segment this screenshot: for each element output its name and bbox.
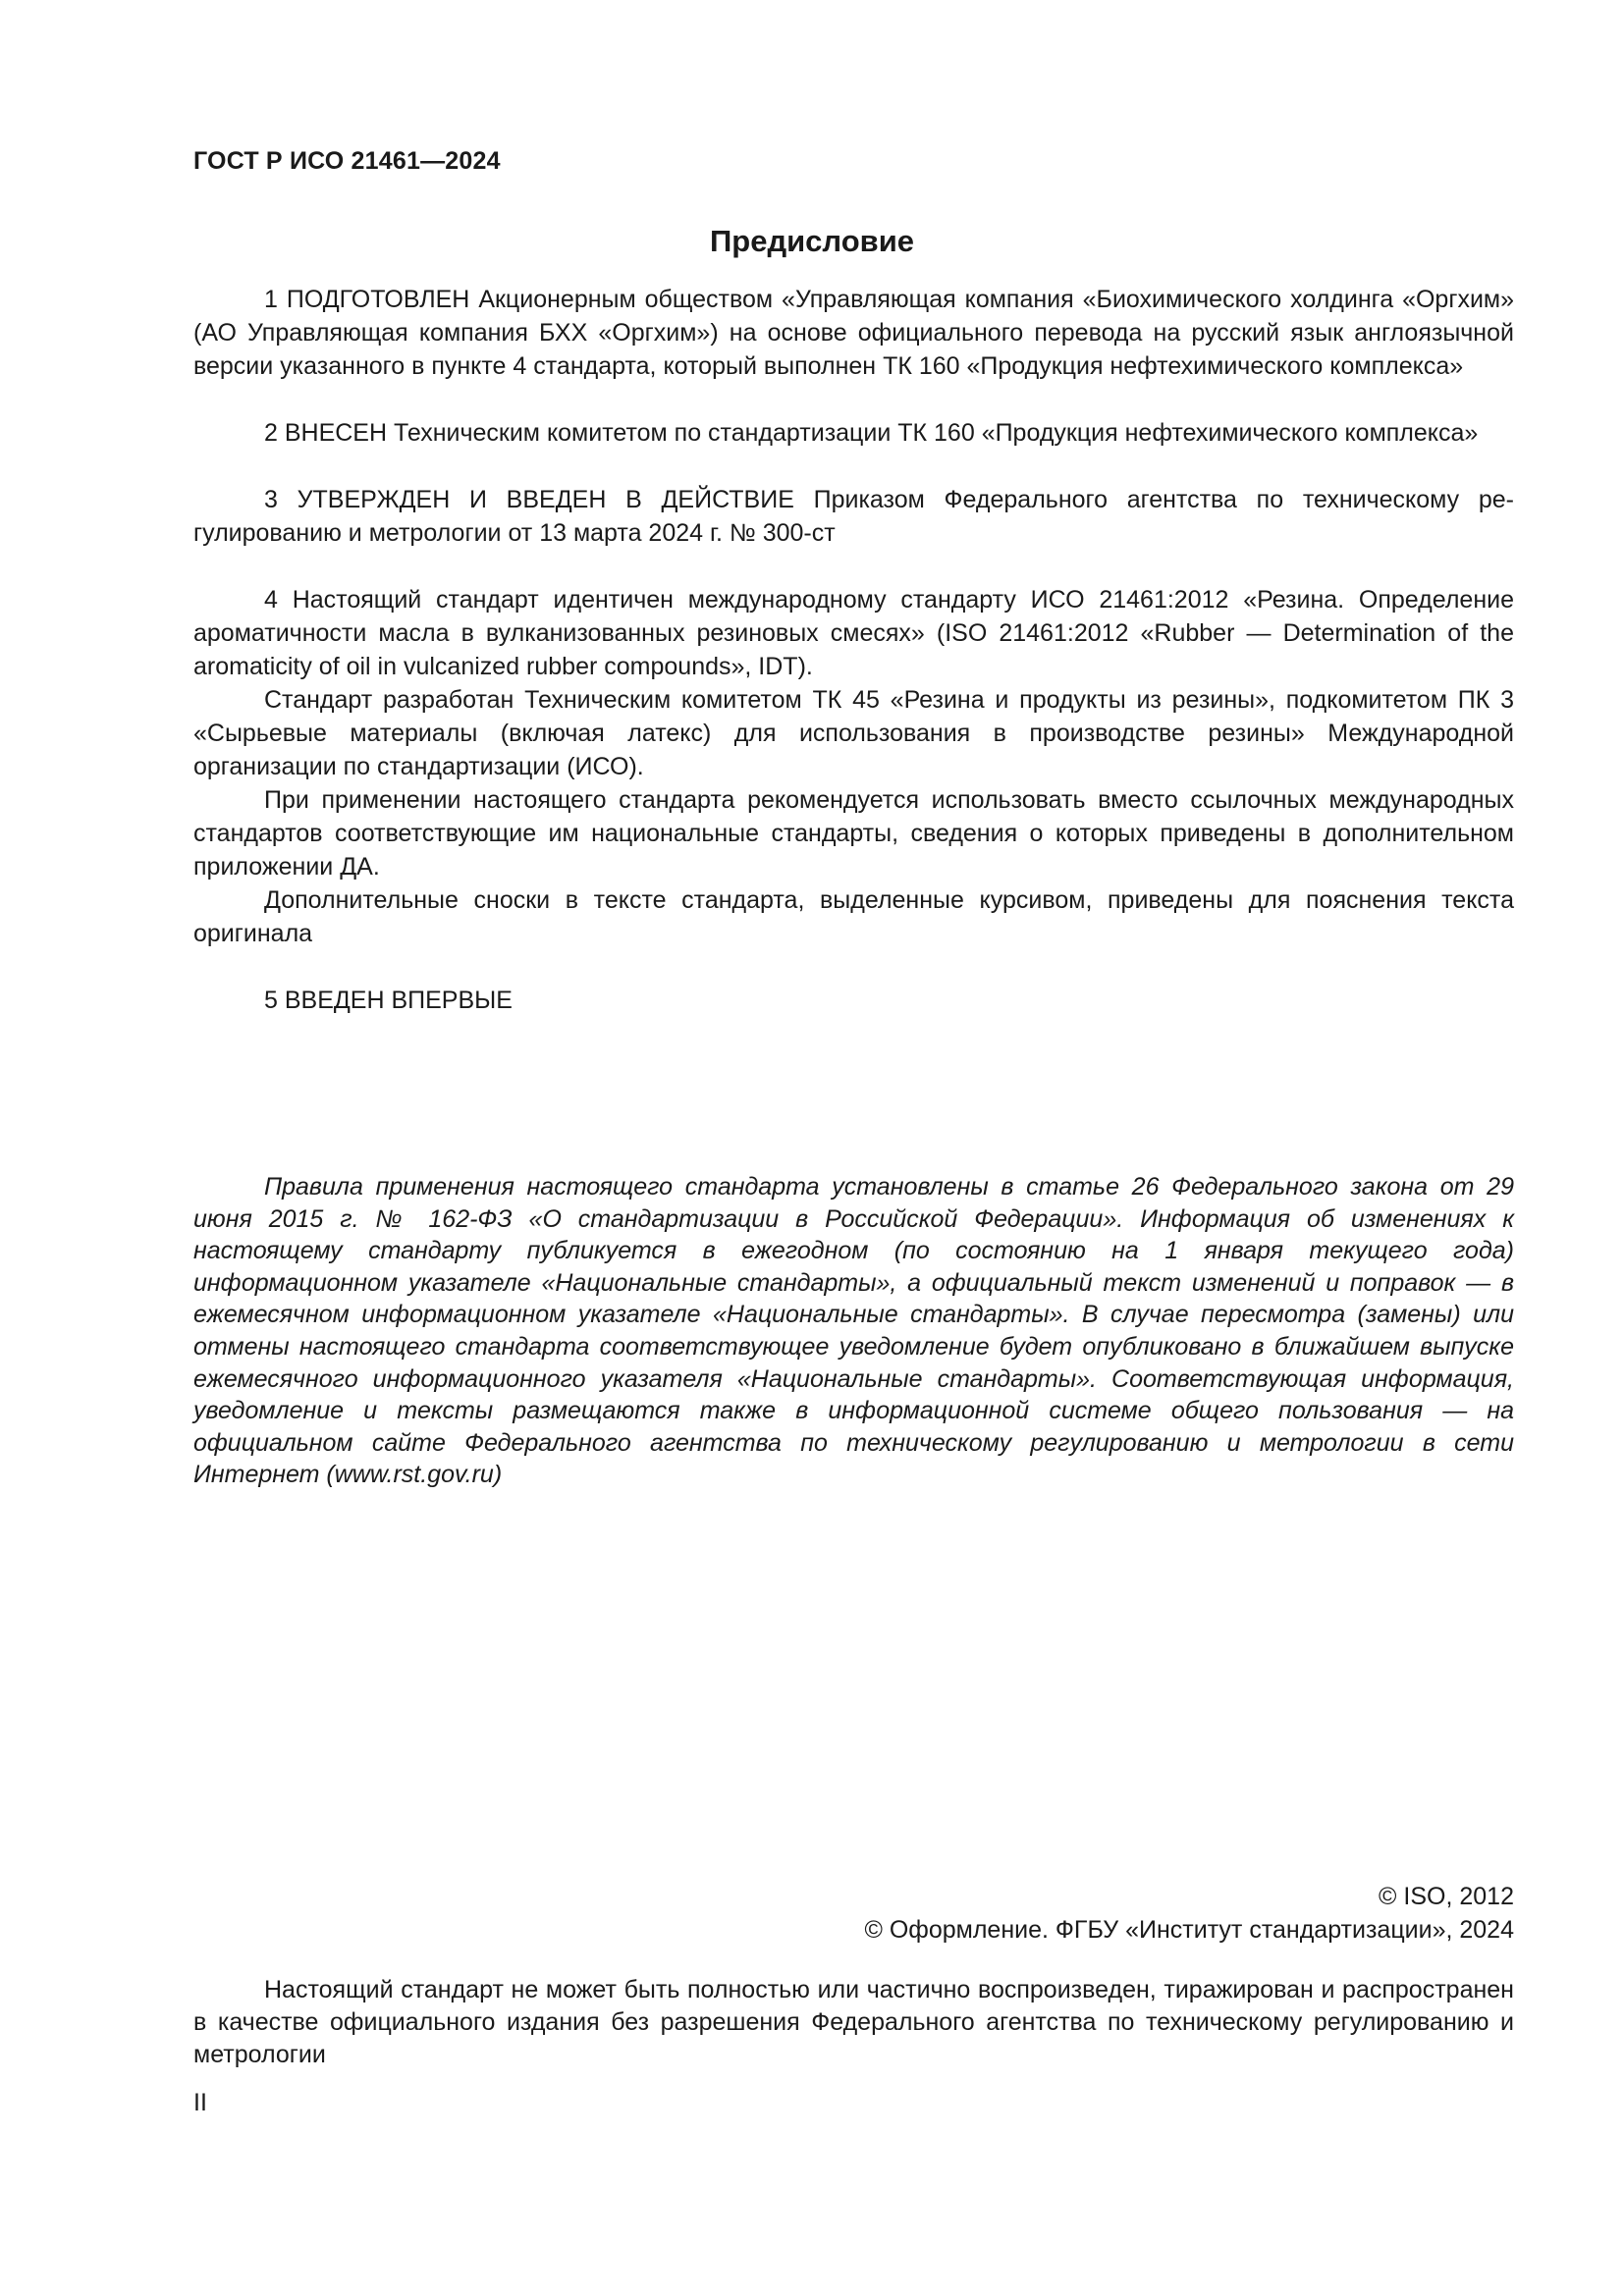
page-number: II	[193, 2089, 207, 2116]
reproduction-paragraph: Настоящий стандарт не может быть полностью или частично воспроизведен, тиражирован и распространен в качестве официального издания без разрешения Федерального агентства по техническому регулированию и метрологии	[193, 1976, 1514, 2068]
section-gap	[193, 550, 1514, 583]
section-2-paragraph: 2 ВНЕСЕН Техническим комитетом по стандартизации ТК 160 «Продукция нефтехимического комплекса»	[264, 419, 1479, 447]
notice-paragraph: Правила применения настоящего стандарта установлены в статье 26 Федерального закона от 29 июня 2015 г. № 162-ФЗ «О стандартизации в Российской Федерации». Информация об изменениях к настоящему стандарту публикуется в ежегодном (по состоянию на 1 января текущего года) информационном указателе «Национальные стандарты», а официальный текст изменений и поправок — в ежемесячном информационном указателе «Национальные стандарты». В случае пересмотра (замены) или отмены настоящего стандарта соответствующее уведомление будет опубликовано в ближайшем выпуске ежемесячного информационного указателя «Национальные стандарты». Соответствующая информация, уведомление и тексты размещаются также в информационной системе общего пользования — на официальном сайте Федерального агентства по техническому регулированию и метрологии в сети Интернет (www.rst.gov.ru)	[193, 1173, 1514, 1489]
foreword-body	[193, 283, 1514, 1017]
section-1-paragraph: 1 ПОДГОТОВЛЕН Акционерным обществом «Управляющая компания «Биохимического холдинга «Оргхим» (АО Управляющая компания БХХ «Оргхим») на основе официального перевода на русский язык англоязычной версии указанного в пункте 4 стандарта, который выполнен ТК 160 «Продукция нефтехимического комплекса»	[193, 286, 1514, 380]
section-gap	[193, 450, 1514, 483]
reproduction-notice	[193, 1974, 1514, 2071]
copyright-block	[193, 1880, 1514, 1947]
application-rules-notice	[193, 1171, 1514, 1491]
copyright-line-design: © Оформление. ФГБУ «Институт стандартизации», 2024	[864, 1916, 1514, 1944]
section-gap	[193, 383, 1514, 416]
section-4-paragraph: 4 Настоящий стандарт идентичен международному стандарту ИСО 21461:2012 «Резина. Определение ароматичности масла в вулканизованных резиновых смесях» (ISO 21461:2012 «Rubber — Determination of the aromaticity of oil in vulcanized rubber compounds», IDT).	[193, 586, 1514, 680]
copyright-line-iso: © ISO, 2012	[1379, 1883, 1514, 1910]
section-5-paragraph: 5 ВВЕДЕН ВПЕРВЫЕ	[264, 987, 513, 1014]
section-4-paragraph: Стандарт разработан Техническим комитетом ТК 45 «Резина и продукты из резины», подкомитетом ПК 3 «Сырьевые материалы (включая латекс) для использования в производстве резины» Международной организации по стандартизации (ИСО).	[193, 686, 1514, 780]
page-title: Предисловие	[709, 224, 914, 258]
section-4-paragraph: Дополнительные сноски в тексте стандарта, выделенные курсивом, приведены для пояснения текста оригинала	[193, 886, 1514, 947]
section-4-paragraph: При применении настоящего стандарта рекомендуется использовать вместо ссылочных международных стандартов соответствующие им национальные стандарты, сведения о которых приведены в дополнительном приложении ДА.	[193, 786, 1514, 881]
standard-designation: ГОСТ Р ИСО 21461—2024	[193, 147, 501, 175]
section-3-paragraph: 3 УТВЕРЖДЕН И ВВЕДЕН В ДЕЙСТВИЕ Приказом Федерального агентства по техническому регулированию и метрологии от 13 марта 2024 г. № 300-ст	[193, 486, 1514, 547]
section-gap	[193, 950, 1514, 984]
